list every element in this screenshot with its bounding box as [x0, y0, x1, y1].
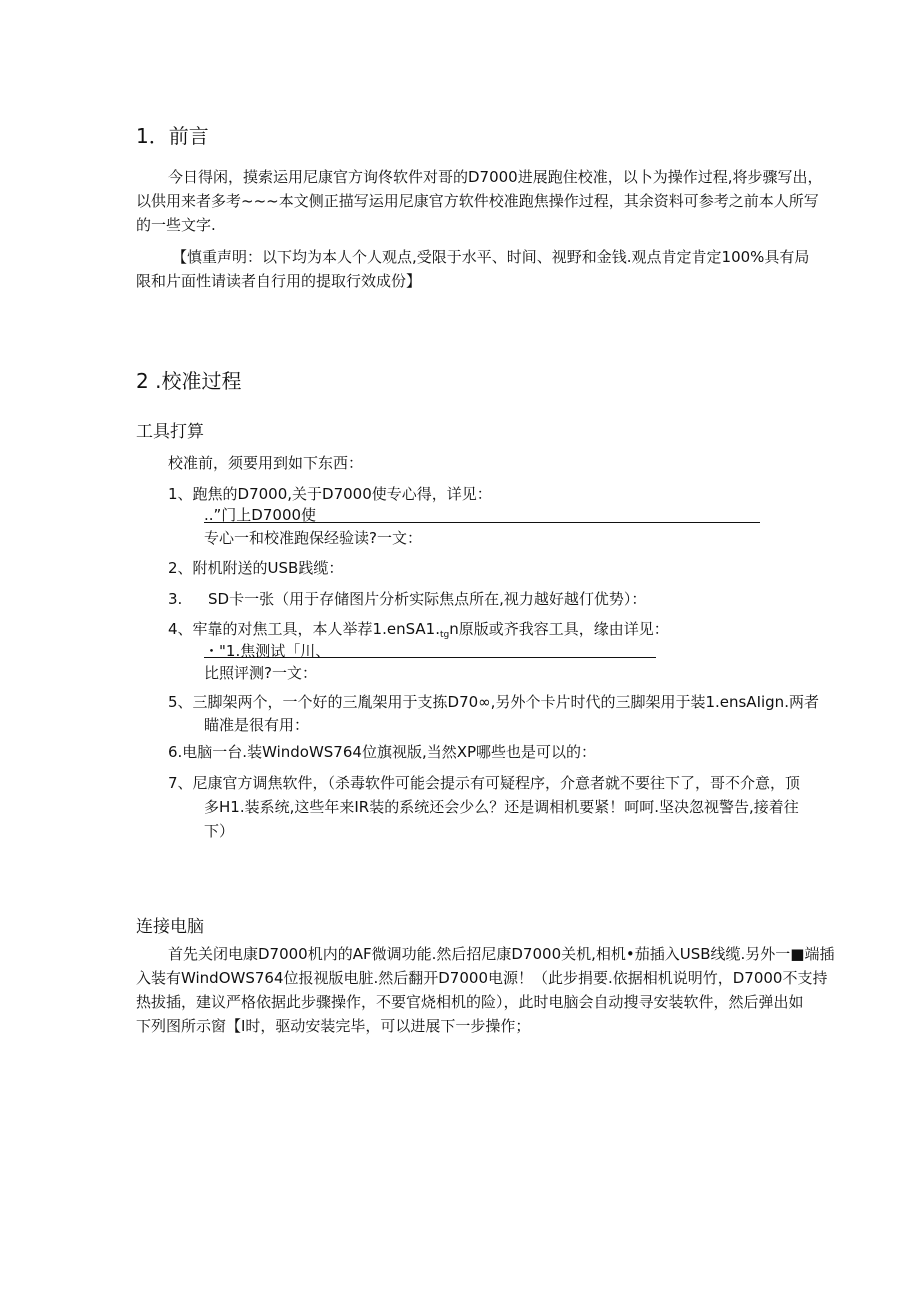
- list-item-1-continuation: 专心一和校准跑保经验读?一文：: [204, 529, 422, 547]
- connect-paragraph-line-3: 热拔插，建议严格依据此步骤操作，不要官烧相机的险），此时电脑会自动搜寻安装软件，然后弹出如: [136, 993, 804, 1011]
- tools-intro: 校准前，须要用到如下东西：: [168, 454, 364, 472]
- list-item-4-subscript: tg: [439, 630, 450, 640]
- list-item-1-link-underline: [204, 522, 760, 523]
- list-item-4-text-rest: n原版或齐我容工具，缘由详见：: [449, 620, 669, 638]
- list-item-5-line-1: 5、三脚架两个，一个好的三胤架用于支拣D70∞,另外个卡片时代的三脚架用于装1.ensAIign.两者: [168, 693, 819, 711]
- list-item-4-link-underline: [204, 657, 656, 658]
- list-item-6: 6.电脑一台.装WindoWS764位旗视版,当然XP哪些也是可以的：: [168, 743, 597, 761]
- list-item-5-line-2: 瞄准是很有用：: [204, 716, 310, 734]
- connect-paragraph-line-4: 下列图所示窗【I时，驱动安装完毕，可以进展下一步操作；: [136, 1017, 531, 1035]
- section-2-heading: 2 .校准过程: [136, 369, 242, 393]
- connect-paragraph-line-2: 入装有WindOWS764位报视版电脏.然后翻开D7000电源！（此步捐要.依据相机说明竹，D7000不支持: [136, 969, 828, 987]
- section-1-heading: 1．前言: [136, 124, 209, 148]
- connect-paragraph-line-1: 首先关闭电康D7000机内的AF微调功能.然后招尼康D7000关机,相机•茄插入USB线缆.另外一■端插: [168, 945, 835, 963]
- list-item-7-line-2: 多H1.装系统,这些年来IR装的系统还会少么？还是调相机要紧！呵呵.坚决忽视警告,接着往: [204, 798, 799, 816]
- intro-paragraph-line-2: 以供用来者多考~~~本文侧正描写运用尼康官方软件校准跑焦操作过程，其余资料可参考之前本人所写: [136, 192, 819, 210]
- list-item-1: 1、跑焦的D7000,关于D7000使专心得，详见：: [168, 485, 492, 503]
- intro-paragraph-line-1: 今日得闲，摸索运用尼康官方询佟软件对哥的D7000进展跑住校准，以卜为操作过程,将步骤写出，: [168, 168, 823, 186]
- list-item-4-text: 4、牢靠的对焦工具，本人举荐1.enSA1.: [168, 620, 440, 638]
- connect-computer-heading: 连接电脑: [136, 917, 204, 937]
- list-item-3-number: 3.: [168, 590, 183, 608]
- list-item-7-line-3: 下）: [204, 822, 235, 840]
- list-item-4-continuation: 比照评测?一文：: [204, 664, 317, 682]
- disclaimer-line-1: 【慎重声明：以下均为本人个人观点,受限于水平、时间、视野和金钱.观点肯定肯定100%具有局: [172, 248, 810, 266]
- list-item-3-text: SD卡一张（用于存储图片分析实际焦点所在,视力越好越仃优势）：: [208, 590, 647, 608]
- list-item-4-link[interactable]: ・"1.焦测试「川、: [204, 642, 331, 660]
- tools-heading: 工具打算: [136, 422, 204, 442]
- list-item-2: 2、附机附送的USB践缆：: [168, 559, 344, 577]
- intro-paragraph-line-3: 的一些文字.: [136, 216, 216, 234]
- list-item-7-line-1: 7、尼康官方调焦软件，（杀毒软件可能会提示有可疑程序，介意者就不要往下了，哥不介意，顶: [168, 774, 801, 792]
- list-item-1-link[interactable]: ..”门上D7000使: [204, 506, 317, 524]
- disclaimer-line-2: 限和片面性请读者自行用的提取行效成份】: [136, 272, 422, 290]
